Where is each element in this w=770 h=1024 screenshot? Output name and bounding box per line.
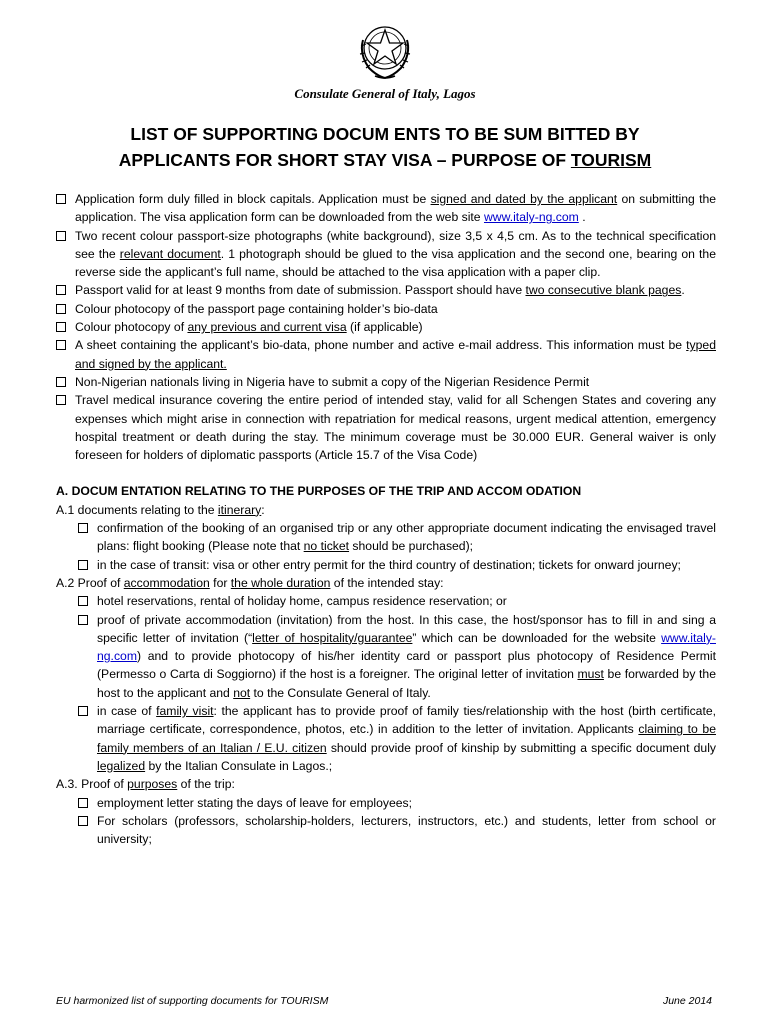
checkbox-icon <box>78 798 88 808</box>
list-item: Colour photocopy of any previous and current visa (if applicable) <box>56 318 716 336</box>
checkbox-icon <box>56 231 66 241</box>
a1-label: A.1 documents relating to the itinerary: <box>56 502 265 517</box>
checkbox-icon <box>78 615 88 625</box>
document-body <box>56 190 716 848</box>
list-item: confirmation of the booking of an organised trip or any other appropriate document indicating the envisaged travel plans: flight booking (Please note that no ticket should be purchased); <box>56 519 716 556</box>
footer-left: EU harmonized list of supporting documents for TOURISM <box>56 995 329 1007</box>
footer-date: June 2014 <box>662 995 712 1007</box>
list-item: Passport valid for at least 9 months from date of submission. Passport should have two consecutive blank pages. <box>56 281 716 299</box>
list-item: hotel reservations, rental of holiday home, campus residence reservation; or <box>56 592 716 610</box>
checkbox-icon <box>56 304 66 314</box>
italian-republic-emblem-icon <box>355 18 415 82</box>
website-link[interactable]: www.italy-ng.com <box>97 630 716 664</box>
checkbox-icon <box>78 596 88 606</box>
a3-label: A.3. Proof of purposes of the trip: <box>56 777 235 792</box>
checkbox-icon <box>56 285 66 295</box>
checkbox-icon <box>78 816 88 826</box>
checkbox-icon <box>56 377 66 387</box>
list-item: Non-Nigerian nationals living in Nigeria have to submit a copy of the Nigerian Residence Permit <box>56 373 716 391</box>
footer <box>56 995 712 1007</box>
list-item: Two recent colour passport-size photographs (white background), size 3,5 x 4,5 cm. As to the technical specification see the relevant document. 1 photograph should be glued to the visa application and the second one, bearing on the reverse side the applicant’s full name, should be attached to the visa application with a paper clip. <box>56 227 716 282</box>
a2-label: A.2 Proof of accommodation for the whole duration of the intended stay: <box>56 575 444 590</box>
page-title: LIST OF SUPPORTING DOCUM ENTS TO BE SUM BITTED BY APPLICANTS FOR SHORT STAY VISA – PURPOSE OF TOURISM <box>118 124 652 170</box>
consulate-name: Consulate General of Italy, Lagos <box>294 86 476 101</box>
list-item: A sheet containing the applicant’s bio-data, phone number and active e-mail address. This information must be typed and signed by the applicant. <box>56 336 716 373</box>
website-link[interactable]: www.italy-ng.com <box>483 210 579 225</box>
checkbox-icon <box>56 340 66 350</box>
list-item: Colour photocopy of the passport page containing holder’s bio-data <box>56 300 716 318</box>
section-a-heading: A. DOCUM ENTATION RELATING TO THE PURPOSES OF THE TRIP AND ACCOM ODATION <box>56 484 582 499</box>
checkbox-icon <box>78 706 88 716</box>
list-item: proof of private accommodation (invitation) from the host. In this case, the host/sponsor has to fill in and sing a specific letter of invitation (“letter of hospitality/guarantee” which can be downloaded for the website www.italy-ng.com) and to provide photocopy of his/her identity card or passport plus photocopy of Residence Permit (Permesso o Carta di Soggiorno) if the host is a foreigner. The original letter of invitation must be forwarded by the host to the applicant and not to the Consulate General of Italy. <box>56 611 716 702</box>
list-item: in case of family visit: the applicant has to provide proof of family ties/relationship with the host (birth certificate, marriage certificate, correspondence, photos, etc.) in addition to the letter of invitation. Applicants claiming to be family members of an Italian / E.U. citizen should provide proof of kinship by submitting a specific document duly legalized by the Italian Consulate in Lagos.; <box>56 702 716 775</box>
checkbox-icon <box>78 523 88 533</box>
checkbox-icon <box>56 194 66 204</box>
list-item: employment letter stating the days of leave for employees; <box>56 794 716 812</box>
checkbox-icon <box>56 322 66 332</box>
list-item: in the case of transit: visa or other entry permit for the third country of destination; tickets for onward journey; <box>56 556 716 574</box>
checkbox-icon <box>78 560 88 570</box>
list-item: Travel medical insurance covering the entire period of intended stay, valid for all Schengen States and covering any expenses which might arise in connection with repatriation for medical reasons, urgent medical attention, emergency hospital treatment or death during the stay. The minimum coverage must be 30.000 EUR. General waiver is only foreseen for holders of diplomatic passports (Article 15.7 of the Visa Code) <box>56 391 716 464</box>
checkbox-icon <box>56 395 66 405</box>
list-item: Application form duly filled in block capitals. Application must be signed and dated by the applicant on submitting the application. The visa application form can be downloaded from the web site www.italy-ng.com . <box>56 190 716 227</box>
list-item: For scholars (professors, scholarship-holders, lecturers, instructors, etc.) and students, letter from school or university; <box>56 812 716 849</box>
